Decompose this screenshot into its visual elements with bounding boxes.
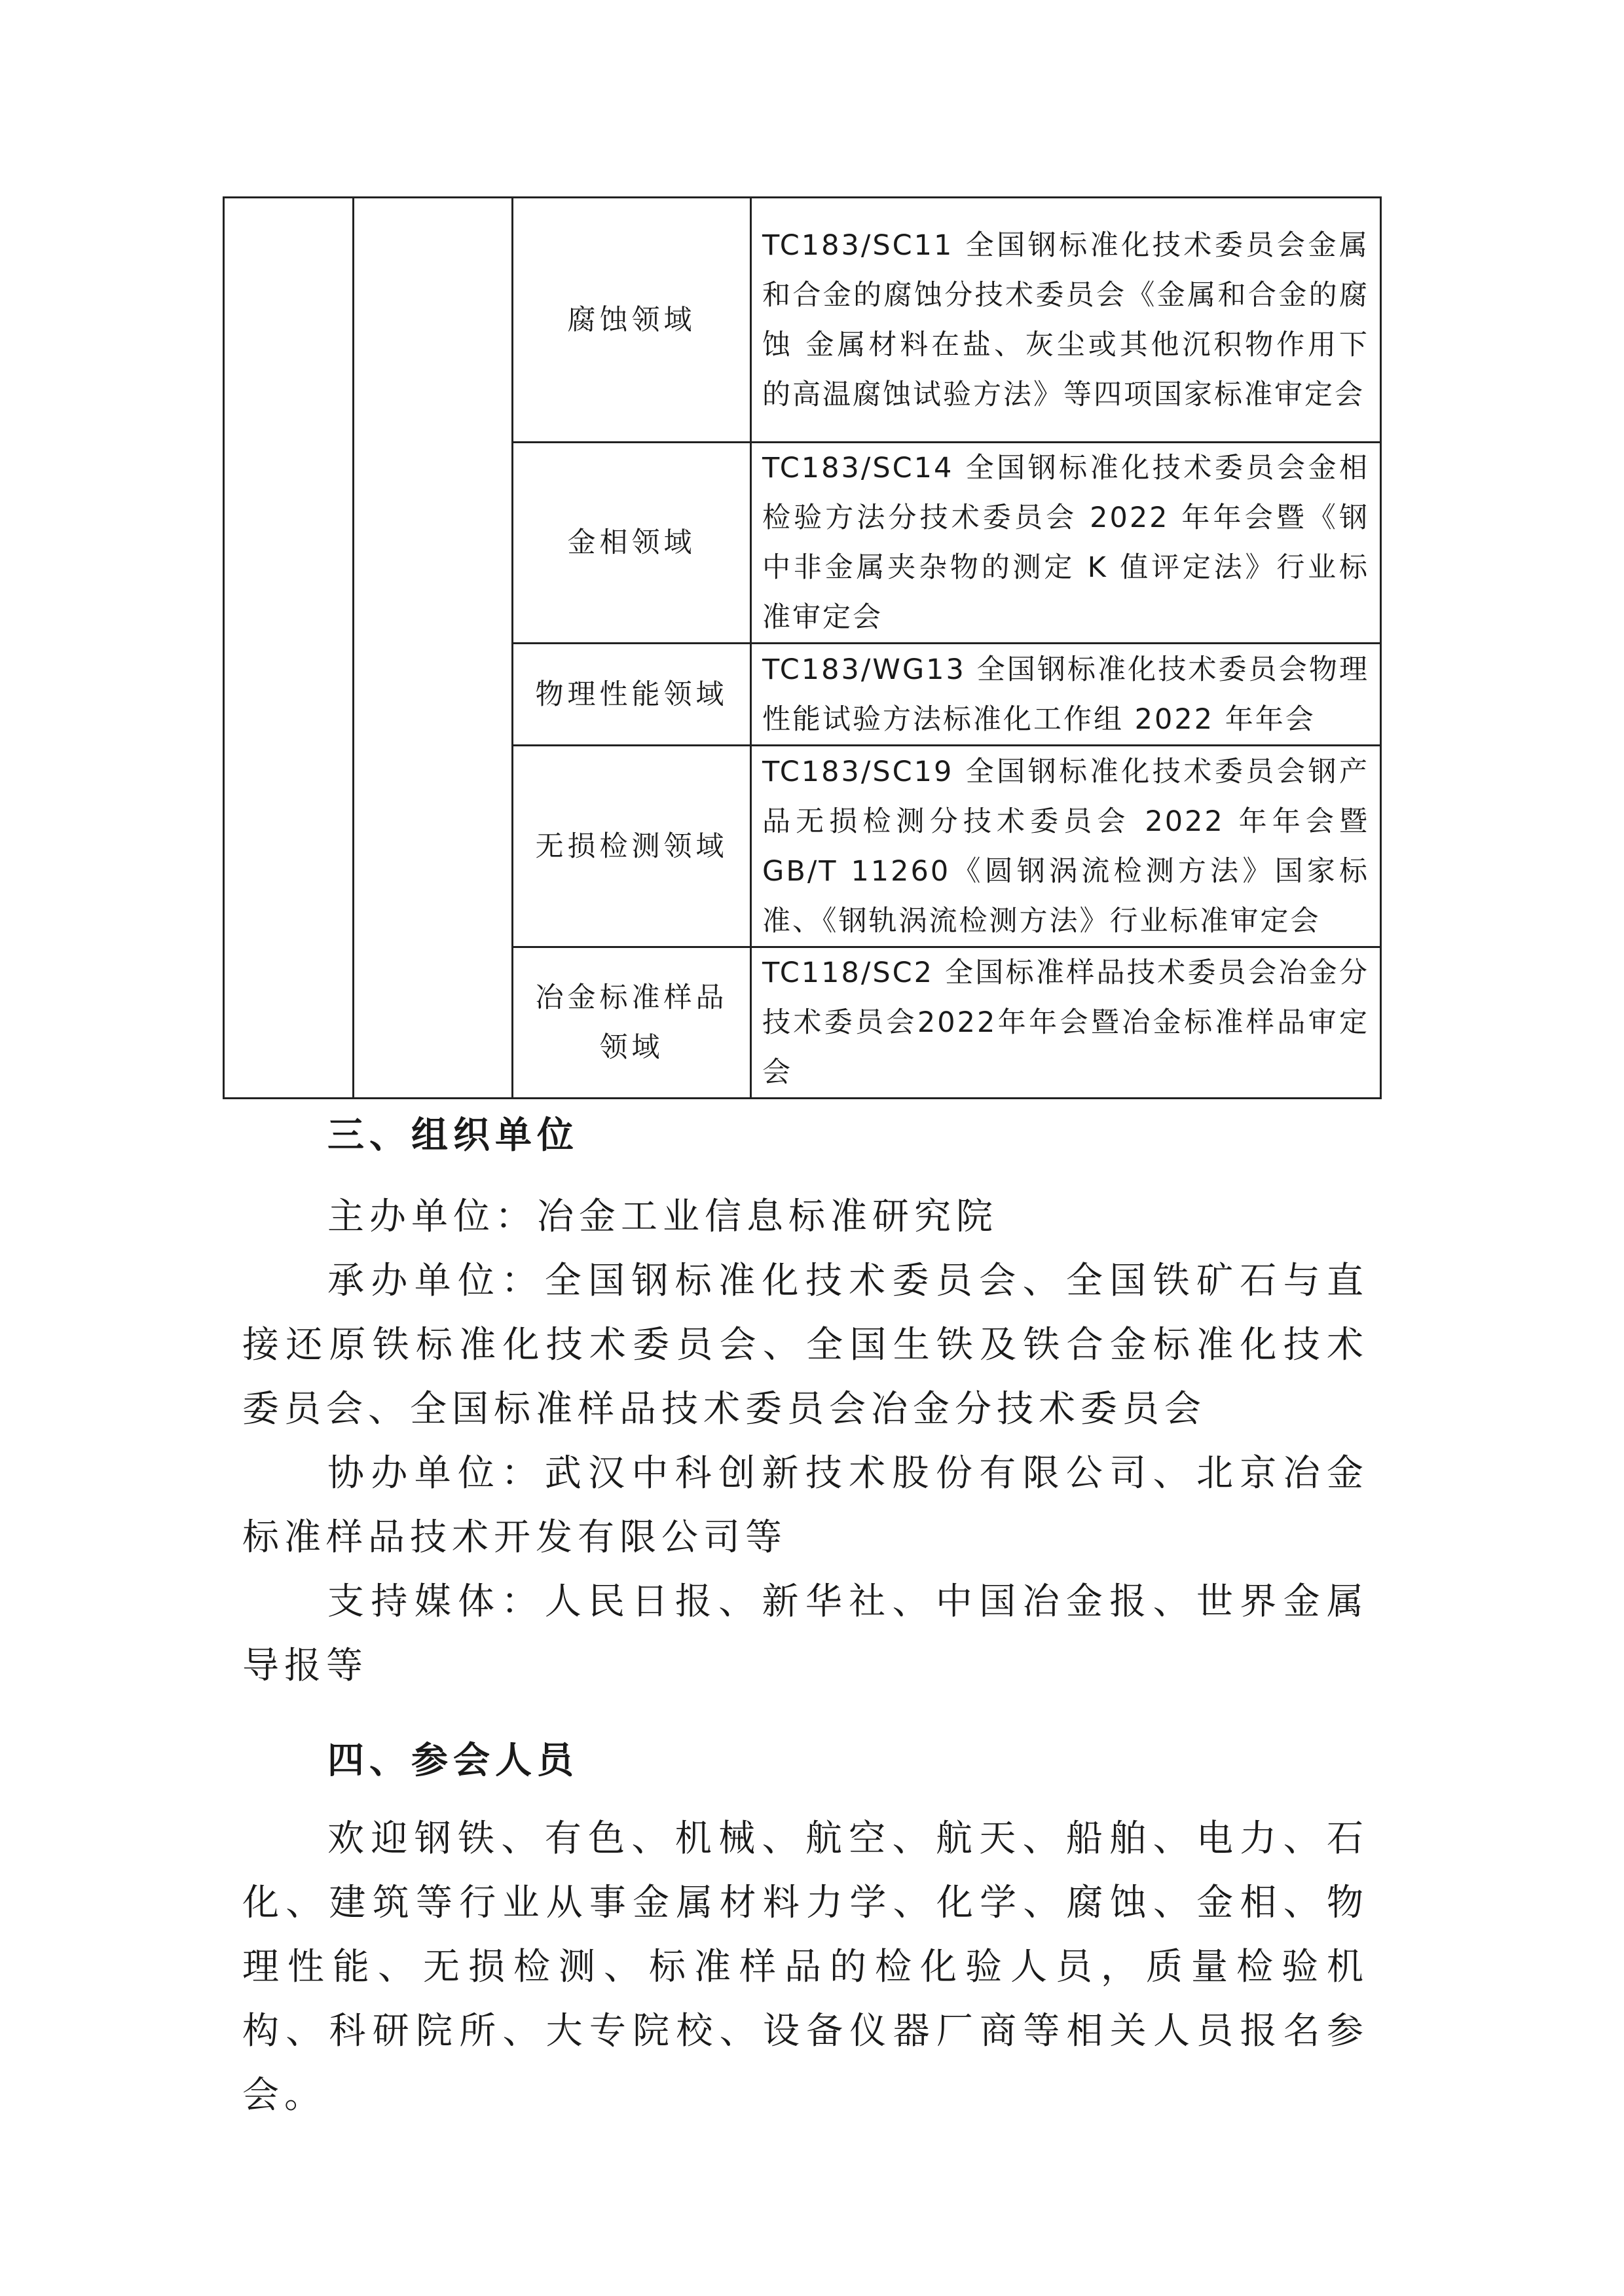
meeting-table (223, 196, 1382, 1099)
meeting-cell: TC183/WG13 全国钢标准化技术委员会物理性能试验方法标准化工作组 2022 年年会 (751, 644, 1381, 746)
meeting-cell: TC183/SC14 全国钢标准化技术委员会金相检验方法分技术委员会 2022 年年会暨《钢中非金属夹杂物的测定 K 值评定法》行业标准审定会 (751, 443, 1381, 644)
field-cell: 金相领域 (513, 443, 751, 644)
host-paragraph: 主办单位：冶金工业信息标准研究院 (327, 1195, 998, 1238)
organizer-paragraph: 承办单位：全国钢标准化技术委员会、全国铁矿石与直接还原铁标准化技术委员会、全国生铁及铁合金标准化技术委员会、全国标准样品技术委员会冶金分技术委员会 (242, 1260, 1369, 1430)
meeting-cell: TC183/SC11 全国钢标准化技术委员会金属和合金的腐蚀分技术委员会《金属和合金的腐蚀 金属材料在盐、灰尘或其他沉积物作用下的高温腐蚀试验方法》等四项国家标准审定会 (751, 198, 1381, 443)
table-row (224, 198, 1381, 443)
section-3-heading: 三、组织单位 (327, 1114, 579, 1157)
section-4-body (242, 1807, 1369, 2128)
section-3-body (242, 1185, 1369, 1698)
field-cell: 无损检测领域 (513, 746, 751, 947)
field-cell: 物理性能领域 (513, 644, 751, 746)
meeting-cell: TC183/SC19 全国钢标准化技术委员会钢产品无损检测分技术委员会 2022 年年会暨 GB/T 11260《圆钢涡流检测方法》国家标准、《钢轨涡流检测方法》行业标准审定会 (751, 746, 1381, 947)
media-paragraph: 支持媒体：人民日报、新华社、中国冶金报、世界金属导报等 (242, 1580, 1369, 1687)
co-organizer-paragraph: 协办单位：武汉中科创新技术股份有限公司、北京冶金标准样品技术开发有限公司等 (242, 1452, 1369, 1559)
merged-cell-col2 (354, 198, 513, 1099)
field-cell: 腐蚀领域 (513, 198, 751, 443)
field-cell: 冶金标准样品领域 (513, 947, 751, 1099)
section-4-heading: 四、参会人员 (327, 1740, 579, 1782)
meeting-cell: TC118/SC2 全国标准样品技术委员会冶金分技术委员会2022年年会暨冶金标准样品审定会 (751, 947, 1381, 1099)
merged-cell-col1 (224, 198, 354, 1099)
attendees-paragraph: 欢迎钢铁、有色、机械、航空、航天、船舶、电力、石化、建筑等行业从事金属材料力学、化学、腐蚀、金相、物理性能、无损检测、标准样品的检化验人员，质量检验机构、科研院所、大专院校、设备仪器厂商等相关人员报名参会。 (242, 1817, 1369, 2117)
